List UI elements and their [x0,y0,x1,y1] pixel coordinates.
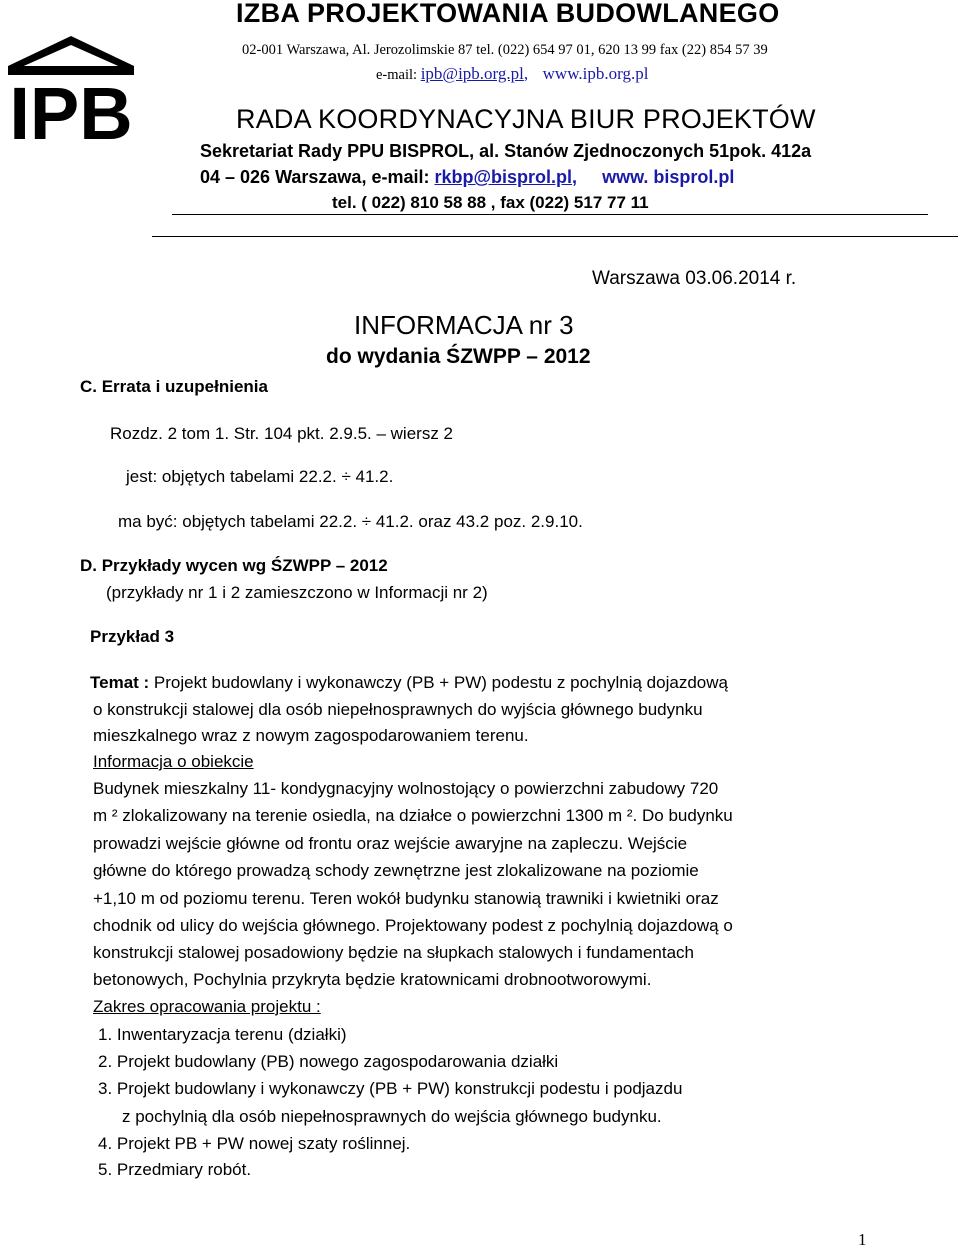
council-city: 04 – 026 Warszawa, e-mail: [200,167,430,187]
scope-item: 5. Przedmiary robót. [98,1160,252,1179]
scope-item: 2. Projekt budowlany (PB) nowego zagospodarowania działki [98,1052,559,1071]
page-number: 1 [858,1230,867,1249]
header-divider-1 [172,214,928,215]
council-www-link[interactable]: www. bisprol.pl [602,167,735,187]
header-divider-2 [152,236,958,237]
topic-label: Temat : [90,673,150,692]
errata-reference: Rozdz. 2 tom 1. Str. 104 pkt. 2.9.5. – wiersz 2 [110,424,453,443]
council-phone: tel. ( 022) 810 58 88 , fax (022) 517 77 11 [332,193,649,212]
org-email-link[interactable]: ipb@ipb.org.pl [420,64,524,83]
object-line: chodnik od ulicy do wejścia głównego. Projektowany podest z pochylnią dojazdową o [93,916,733,935]
section-d-heading [80,556,388,576]
council-email-link[interactable]: rkbp@bisprol.pl [434,167,573,187]
document-date: Warszawa 03.06.2014 r. [592,268,797,289]
info-title: INFORMACJA nr 3 [354,310,574,340]
object-line: +1,10 m od poziomu terenu. Teren wokół budynku stanowią trawniki i kwietniki oraz [93,889,719,908]
topic-line-1 [90,673,728,693]
object-line: m ² zlokalizowany na terenie osiedla, na działce o powierzchni 1300 m ². Do budynku [93,806,733,825]
topic-line-3: mieszkalnego wraz z nowym zagospodarowaniem terenu. [93,726,529,745]
topic-line-2: o konstrukcji stalowej dla osób niepełnosprawnych do wyjścia głównego budynku [93,700,703,719]
org-contact [376,64,648,84]
org-name: IZBA PROJEKTOWANIA BUDOWLANEGO [236,0,780,28]
scope-heading: Zakres opracowania projektu : [93,997,321,1016]
errata-ma-byc: ma być: objętych tabelami 22.2. ÷ 41.2. oraz 43.2 poz. 2.9.10. [118,512,583,531]
topic-text-1: Projekt budowlany i wykonawczy (PB + PW) podestu z pochylnią dojazdową [149,673,728,692]
scope-item: 1. Inwentaryzacja terenu (działki) [98,1025,347,1044]
example-label: Przykład 3 [90,627,175,646]
object-line: betonowych, Pochylnia przykryta będzie kratownicami drobnootworowymi. [93,970,652,989]
scope-item-continuation: z pochylnią dla osób niepełnosprawnych do wejścia głównego budynku. [122,1107,662,1126]
org-email-separator: , [523,64,529,83]
section-c-heading: C. Errata i uzupełnienia [80,377,268,396]
council-email-separator: , [572,167,578,187]
org-www-link[interactable]: www.ipb.org.pl [542,64,649,83]
section-d-heading-text: D. Przykłady wycen wg ŚZWPP – 2012 [80,556,388,575]
scope-item: 3. Projekt budowlany i wykonawczy (PB + PW) konstrukcji podestu i podjazdu [98,1079,683,1098]
council-contact [200,167,734,188]
object-line: Budynek mieszkalny 11- kondygnacyjny wolnostojący o powierzchni zabudowy 720 [93,779,719,798]
scope-item: 4. Projekt PB + PW nowej szaty roślinnej. [98,1134,411,1153]
logo-text: IPB [9,72,133,148]
council-secretariat: Sekretariat Rady PPU BISPROL, al. Stanów Zjednoczonych 51pok. 412a [200,141,812,161]
errata-jest: jest: objętych tabelami 22.2. ÷ 41.2. [126,467,394,486]
ipb-logo [6,36,136,148]
object-info-heading: Informacja o obiekcie [93,752,254,771]
object-line: główne do którego prowadzą schody zewnętrzne jest zlokalizowane na poziomie [93,861,699,880]
info-subtitle: do wydania ŚZWPP – 2012 [326,345,591,368]
section-d-note: (przykłady nr 1 i 2 zamieszczono w Informacji nr 2) [106,583,488,602]
object-line: prowadzi wejście główne od frontu oraz wejście awaryjne na zapleczu. Wejście [93,834,688,853]
object-line: konstrukcji stalowej posadowiony będzie na słupkach stalowych i fundamentach [93,943,695,962]
org-address: 02-001 Warszawa, Al. Jerozolimskie 87 tel. (022) 654 97 01, 620 13 99 fax (22) 854 57 39 [242,42,768,58]
council-name: RADA KOORDYNACYJNA BIUR PROJEKTÓW [236,104,816,134]
email-label: e-mail: [376,67,418,83]
